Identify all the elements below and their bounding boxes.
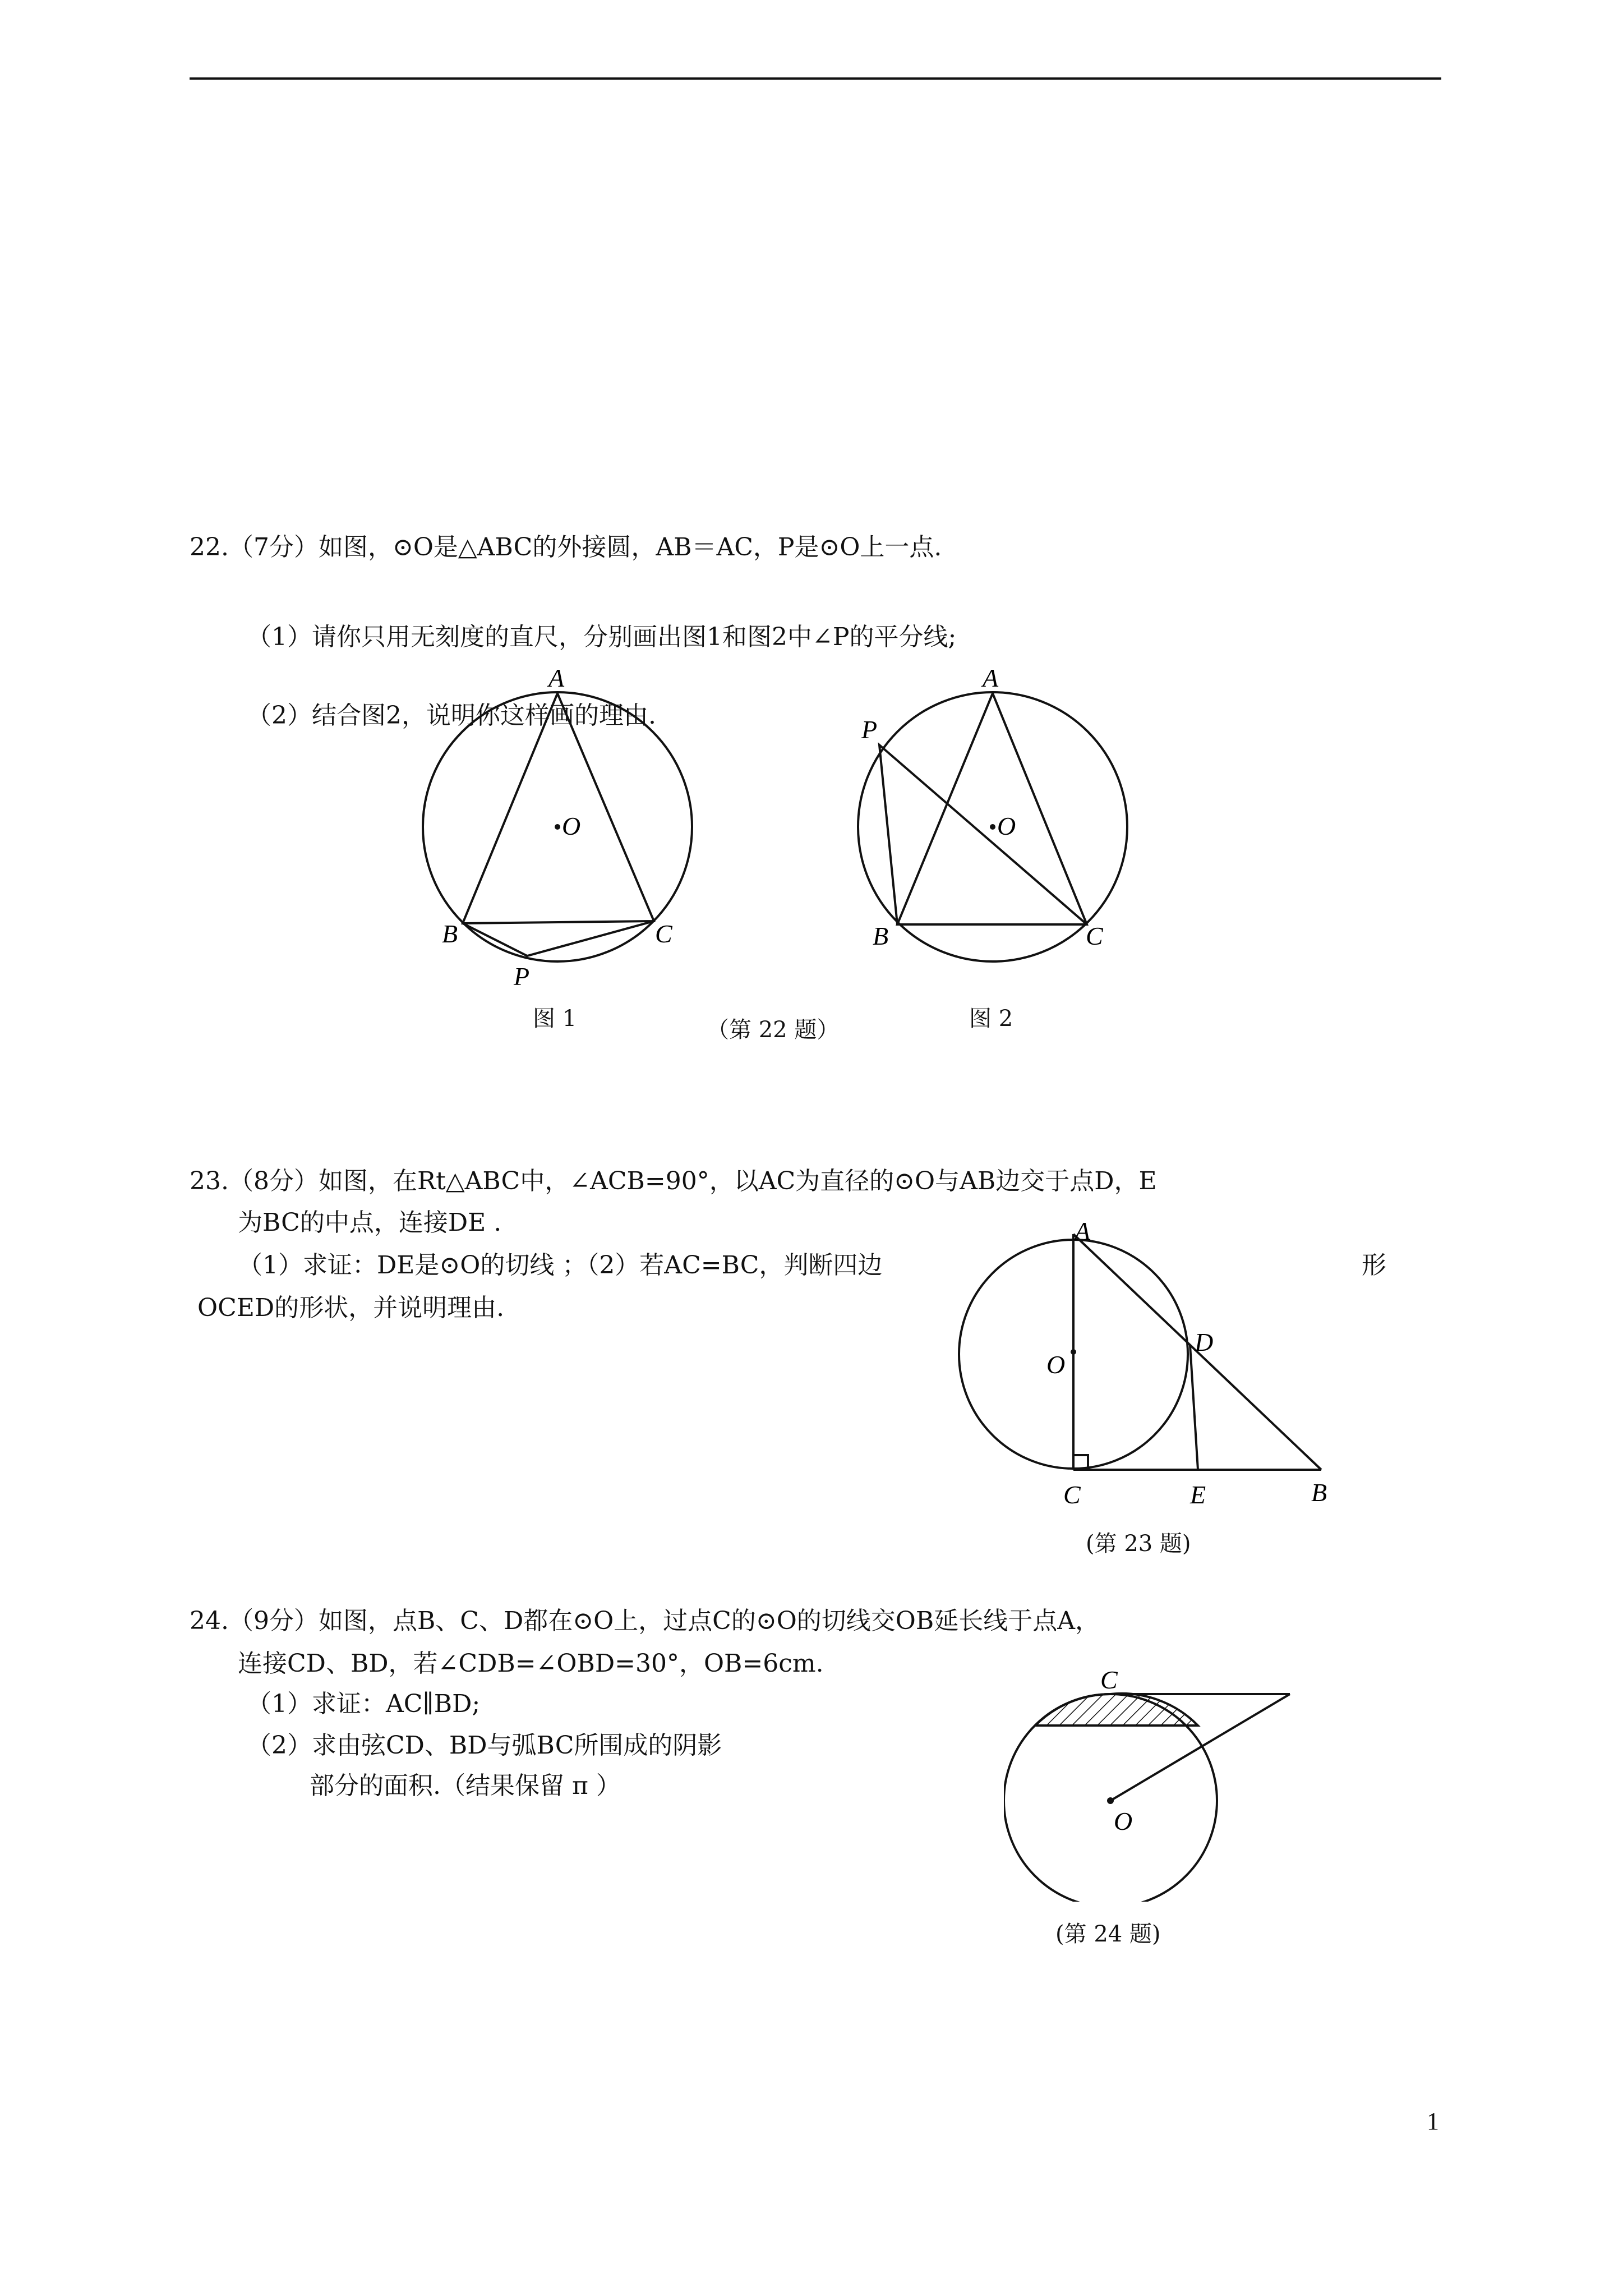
label-o: O <box>1114 1807 1133 1835</box>
q22-stem: 22.（7分）如图，⊙O是△ABC的外接圆，AB＝AC，P是⊙O上一点. <box>190 533 942 562</box>
q23-part1-c: OCED的形状，并说明理由. <box>197 1294 505 1322</box>
q22-part2: （2）结合图2，说明你这样画的理由. <box>247 701 656 730</box>
q22-fig1-caption: 图 1 <box>533 1006 577 1032</box>
label-o: O <box>997 812 1016 840</box>
center-dot <box>555 824 560 830</box>
label-o: O <box>562 812 581 840</box>
segments-bp-pc <box>463 921 654 956</box>
q23-stem: 23.（8分）如图，在Rt△ABC中，∠ACB=90°，以AC为直径的⊙O与AB边交于点D，E <box>190 1167 1157 1195</box>
q24-part2b: 部分的面积.（结果保留 π ） <box>310 1772 621 1800</box>
label-a: A <box>548 664 565 692</box>
q24-part2: （2）求由弦CD、BD与弧BC所围成的阴影 <box>247 1731 722 1760</box>
center-dot <box>1071 1349 1076 1355</box>
segments-bp-pc <box>879 745 1087 924</box>
label-o: O <box>1046 1350 1066 1379</box>
q22-caption: （第 22 题） <box>707 1017 840 1043</box>
q23-part1-a: （1）求证：DE是⊙O的切线 ；（2）若AC=BC，判断四边 <box>238 1251 883 1280</box>
label-c: C <box>655 919 672 948</box>
header-rule <box>190 77 1441 80</box>
q24-stem: 24.（9分）如图，点B、C、D都在⊙O上，过点C的⊙O的切线交OB延长线于点A， <box>190 1607 1100 1635</box>
page-number: 1 <box>1427 2108 1439 2135</box>
q22-part1: （1）请你只用无刻度的直尺，分别画出图1和图2中∠P的平分线; <box>247 623 957 651</box>
label-b: B <box>1311 1478 1327 1507</box>
label-e: E <box>1190 1480 1206 1509</box>
label-d: D <box>1195 1328 1214 1356</box>
triangle-abc <box>463 693 654 923</box>
shaded-region <box>1035 1694 1198 1726</box>
q24-part1: （1）求证：AC∥BD; <box>247 1690 481 1718</box>
q23-part1-b: 形 <box>1362 1251 1386 1280</box>
center-dot <box>990 824 995 830</box>
triangle-abc <box>897 693 1087 924</box>
q24-figure <box>1004 1666 1307 1902</box>
label-a: A <box>983 664 999 692</box>
label-p: P <box>514 962 530 991</box>
label-b: B <box>442 919 458 948</box>
label-c: C <box>1100 1666 1118 1694</box>
segment-de <box>1190 1345 1198 1470</box>
q22-figure-1 <box>409 662 723 999</box>
q22-figure-2 <box>836 662 1150 976</box>
q23-stem2: 为BC的中点，连接DE . <box>238 1208 502 1237</box>
label-p: P <box>861 715 878 744</box>
label-b: B <box>873 922 889 950</box>
q22-fig2-caption: 图 2 <box>969 1006 1013 1032</box>
label-c: C <box>1086 922 1103 950</box>
q24-caption: (第 24 题) <box>1055 1921 1161 1947</box>
label-a: A <box>1075 1217 1091 1245</box>
q24-stem2: 连接CD、BD，若∠CDB=∠OBD=30°，OB=6cm. <box>238 1649 824 1678</box>
label-c: C <box>1063 1480 1081 1509</box>
q23-caption: (第 23 题) <box>1086 1531 1191 1557</box>
center-dot <box>1107 1797 1114 1804</box>
q23-figure <box>948 1217 1352 1531</box>
